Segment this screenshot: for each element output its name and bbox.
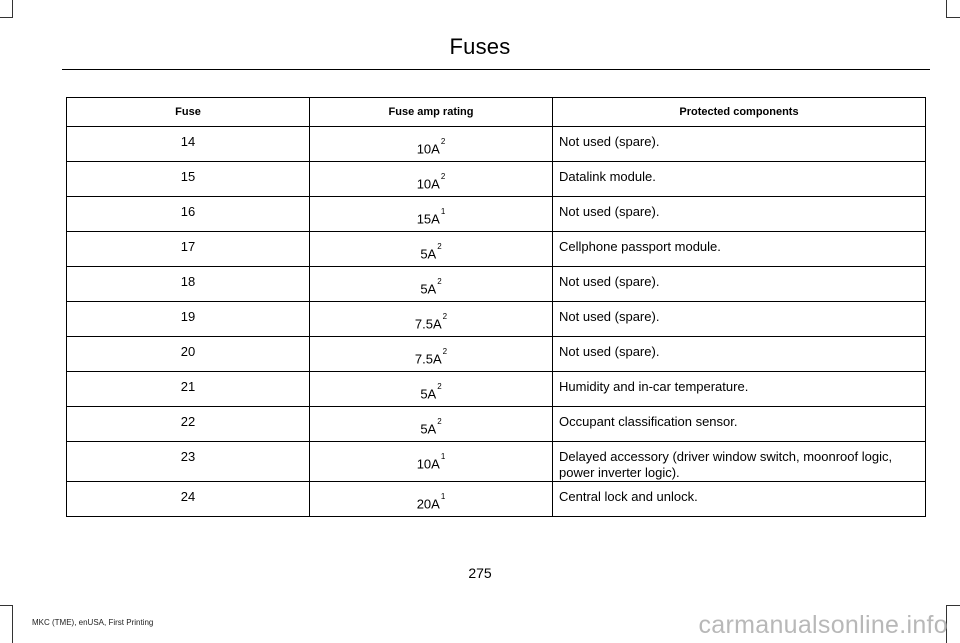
amp-rating	[310, 337, 553, 372]
fuse-number: 15	[67, 162, 310, 197]
protected-components: Datalink module.	[553, 162, 926, 197]
protected-components: Humidity and in-car temperature.	[553, 372, 926, 407]
fuse-number: 18	[67, 267, 310, 302]
footnote-ref: 2	[437, 242, 442, 251]
table-row	[67, 337, 926, 372]
footnote-ref: 2	[437, 417, 442, 426]
table-row	[67, 302, 926, 337]
amp-rating	[310, 127, 553, 162]
table-row	[67, 232, 926, 267]
protected-components: Occupant classification sensor.	[553, 407, 926, 442]
amp-rating	[310, 267, 553, 302]
fuse-number: 22	[67, 407, 310, 442]
table-row	[67, 267, 926, 302]
protected-components: Delayed accessory (driver window switch, moonroof logic, power inverter logic).	[553, 442, 926, 482]
watermark: carmanualsonline.info	[698, 611, 948, 639]
amp-value: 10A	[416, 176, 440, 192]
amp-value: 20A	[416, 496, 440, 512]
footnote-ref: 2	[442, 312, 448, 321]
fuse-number: 16	[67, 197, 310, 232]
amp-rating	[310, 302, 553, 337]
title-divider	[62, 69, 930, 70]
footnote-ref: 2	[440, 137, 446, 146]
footnote-ref: 1	[440, 207, 446, 216]
protected-components: Not used (spare).	[553, 267, 926, 302]
table-header-row	[67, 98, 926, 127]
footer-text: MKC (TME), enUSA, First Printing	[32, 618, 154, 627]
page-title: Fuses	[449, 34, 511, 59]
table-row	[67, 407, 926, 442]
table-row	[67, 482, 926, 517]
amp-rating	[310, 197, 553, 232]
fuse-number: 19	[67, 302, 310, 337]
table-row	[67, 127, 926, 162]
table-row	[67, 162, 926, 197]
crop-mark-top-right-h	[946, 17, 960, 18]
column-header-fuse: Fuse	[67, 98, 310, 127]
table-row	[67, 197, 926, 232]
crop-mark-bottom-left-v	[12, 605, 13, 643]
column-header-protected-components: Protected components	[553, 98, 926, 127]
amp-value: 7.5A	[414, 316, 442, 332]
footnote-ref: 2	[437, 277, 442, 286]
table-row	[67, 442, 926, 482]
fuse-number: 20	[67, 337, 310, 372]
amp-value: 10A	[416, 456, 440, 472]
crop-mark-bottom-left-h	[0, 605, 13, 606]
fuse-table	[66, 97, 926, 517]
fuse-number: 23	[67, 442, 310, 482]
fuse-number: 21	[67, 372, 310, 407]
protected-components: Not used (spare).	[553, 127, 926, 162]
footnote-ref: 2	[442, 347, 448, 356]
amp-rating	[310, 232, 553, 267]
fuse-number: 14	[67, 127, 310, 162]
amp-value: 15A	[416, 211, 440, 227]
page-number: 275	[468, 565, 492, 581]
amp-rating	[310, 442, 553, 482]
footnote-ref: 2	[440, 172, 446, 181]
crop-mark-top-right-v	[946, 0, 947, 18]
amp-rating	[310, 407, 553, 442]
protected-components: Not used (spare).	[553, 197, 926, 232]
crop-mark-top-left-v	[12, 0, 13, 18]
protected-components: Not used (spare).	[553, 302, 926, 337]
fuse-number: 24	[67, 482, 310, 517]
crop-mark-top-left-h	[0, 17, 13, 18]
amp-value: 5A	[420, 386, 437, 402]
amp-value: 10A	[416, 141, 440, 157]
amp-rating	[310, 162, 553, 197]
table-row	[67, 372, 926, 407]
amp-rating	[310, 482, 553, 517]
protected-components: Not used (spare).	[553, 337, 926, 372]
amp-value: 7.5A	[414, 351, 442, 367]
footnote-ref: 1	[440, 452, 446, 461]
protected-components: Cellphone passport module.	[553, 232, 926, 267]
column-header-amp-rating: Fuse amp rating	[310, 98, 553, 127]
amp-value: 5A	[420, 421, 437, 437]
amp-rating	[310, 372, 553, 407]
amp-value: 5A	[420, 281, 437, 297]
footnote-ref: 2	[437, 382, 442, 391]
amp-value: 5A	[420, 246, 437, 262]
protected-components: Central lock and unlock.	[553, 482, 926, 517]
fuse-number: 17	[67, 232, 310, 267]
crop-mark-bottom-right-h	[946, 605, 960, 606]
footnote-ref: 1	[440, 492, 446, 501]
